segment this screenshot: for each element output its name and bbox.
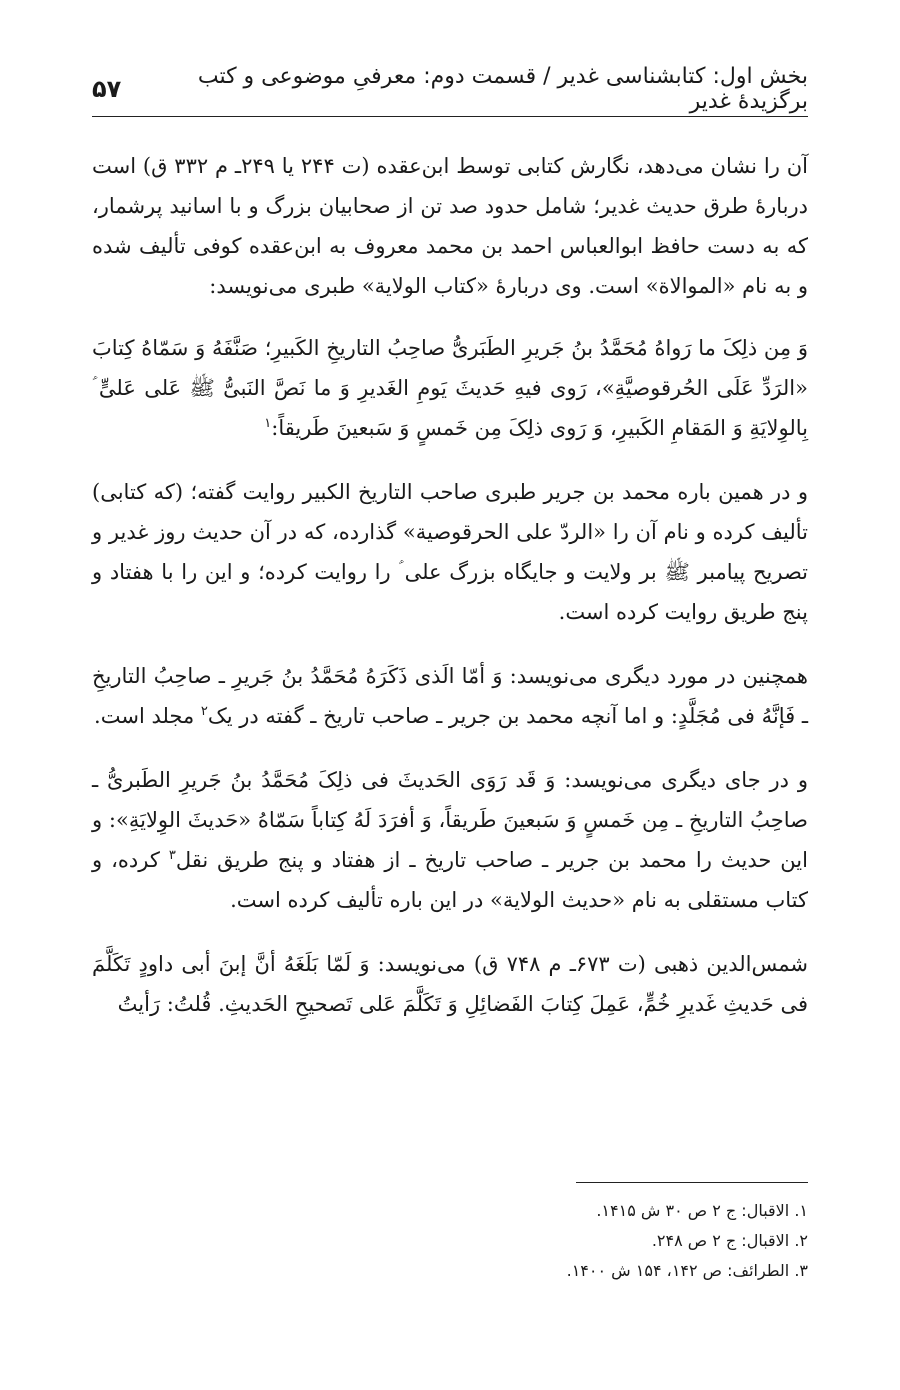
header-title: بخش اول: کتابشناسی غدیر / قسمت دوم: معرفیِ موضوعی و کتب برگزیدهٔ غدیر	[197, 64, 808, 114]
paragraph-line: آن را نشان می‌دهد، نگارش کتابی توسط ابن‌عقده (ت ۲۴۴ یا ۲۴۹ـ م ۳۳۲ ق) است	[92, 154, 808, 178]
paragraph-line: الطَبریُّ ـ صاحِبُ التاریخِ ـ مِن خَمسٍ وَ سَبعینَ طَریقاً، وَ أفرَدَ لَهُ کِتاباً سَمّاهُ «حَدیثَ	[92, 768, 808, 832]
footnote-reference: ۲	[200, 704, 208, 719]
paragraph-line: روز غدیر و تصریح پیامبر ﷺ بر ولایت و جایگاه بزرگ علی ؑ را روایت کرده؛ و این	[92, 520, 809, 584]
paragraph-3	[92, 472, 808, 632]
footnote-2: ۲. الاقبال: ج ۲ ص ۲۴۸.	[651, 1231, 808, 1250]
paragraph-line: الوِلایَةِ»: و این حدیث را محمد بن جریر ـ صاحب تاریخ ـ از هفتاد و پنج طریق نقل	[92, 808, 808, 872]
footnote-3: ۳. الطرائف: ص ۱۴۲، ۱۵۴ ش ۱۴۰۰.	[566, 1261, 808, 1280]
paragraph-line: دربارهٔ طرق حدیث غدیر؛ شامل حدود صد تن از صحابیان بزرگ و با اسانید پرشمار،	[92, 194, 808, 218]
paragraph-line: شمس‌الدین ذهبی (ت ۶۷۳ـ م ۷۴۸ ق) می‌نویسد: وَ لَمّا بَلَغَهُ أنَّ إبنَ أبی داودٍ تَکَلَّمَ	[92, 952, 809, 976]
paragraph-line: وَ مِن ذلِکَ ما رَواهُ مُحَمَّدُ بنُ جَریرِ الطَبَریُّ صاحِبُ التاریخِ الکَبیرِ؛ صَنَّفَهُ وَ سَمّاهُ	[141, 336, 808, 360]
paragraph-line: را با هفتاد و پنج طریق روایت کرده است.	[92, 560, 808, 624]
paragraph-line: که به دست حافظ ابوالعباس احمد بن محمد معروف به ابن‌عقده کوفی تألیف شده	[92, 234, 808, 258]
footnote-1: ۱. الاقبال: ج ۲ ص ۳۰ ش ۱۴۱۵.	[596, 1201, 808, 1220]
paragraph-line: مجلد است.	[94, 704, 195, 728]
paragraph-line: عَلیٍّ ؑ بِالوِلایَةِ وَ المَقامِ الکَبیرِ، وَ رَوی ذلِکَ مِن خَمسٍ وَ سَبعینَ طَریقاً:	[92, 376, 808, 440]
paragraph-line: و در همین باره محمد بن جریر طبری صاحب التاریخ الکبیر روایت گفته؛	[190, 480, 808, 504]
paragraph-4	[92, 656, 808, 736]
footnote-divider	[576, 1182, 808, 1183]
body-text	[92, 146, 808, 1048]
footnote-reference: ۳	[168, 848, 176, 863]
paragraph-line: التاریخِ ـ فَإنَّهُ فی مُجَلَّدٍ: و اما آنچه محمد بن جریر ـ صاحب تاریخ ـ گفته در یک	[92, 664, 808, 728]
paragraph-line: همچنین در مورد دیگری می‌نویسد: وَ أمّا الَذی ذَکَرَهُ مُحَمَّدُ بنُ جَریرِ ـ صاحِبُ	[153, 664, 808, 688]
footnotes	[92, 1196, 808, 1286]
paragraph-line: فی حَدیثِ غَدیرِ خُمٍّ، عَمِلَ کِتابَ الفَضائِلِ وَ تَکَلَّمَ عَلی تَصحیحِ الحَدیثِ. قُلتُ: رَأیتُ	[117, 992, 808, 1016]
paragraph-line: کِتابَ «الرَدِّ عَلَی الحُرقوصیَّةِ»، رَوی فیهِ حَدیثَ یَومِ الغَدیرِ وَ ما نَصَّ النَبیُّ ﷺ عَلی	[92, 336, 808, 400]
paragraph-line: کرده، و کتاب مستقلی به نام «حدیث الولایة» در این باره تألیف کرده است.	[92, 848, 808, 912]
paragraph-2-arabic-quote	[92, 328, 808, 448]
paragraph-6	[92, 944, 808, 1024]
paragraph-1	[92, 146, 808, 306]
running-header	[92, 62, 808, 117]
paragraph-line: و در جای دیگری می‌نویسد: وَ قَد رَوَی الحَدیثَ فی ذلِکَ مُحَمَّدُ بنُ جَریرِ	[179, 768, 808, 792]
paragraph-5	[92, 760, 808, 920]
paragraph-line: و به نام «الموالاة» است. وی دربارهٔ «کتاب الولایة» طبری می‌نویسد:	[209, 274, 808, 298]
paragraph-line: (که کتابی) تألیف کرده و نام آن را «الردّ علی الحرقوصیة» گذارده، که در آن حدیث	[92, 480, 808, 544]
footnote-reference: ۱	[264, 416, 272, 431]
page-number: ۵۷	[92, 75, 122, 103]
